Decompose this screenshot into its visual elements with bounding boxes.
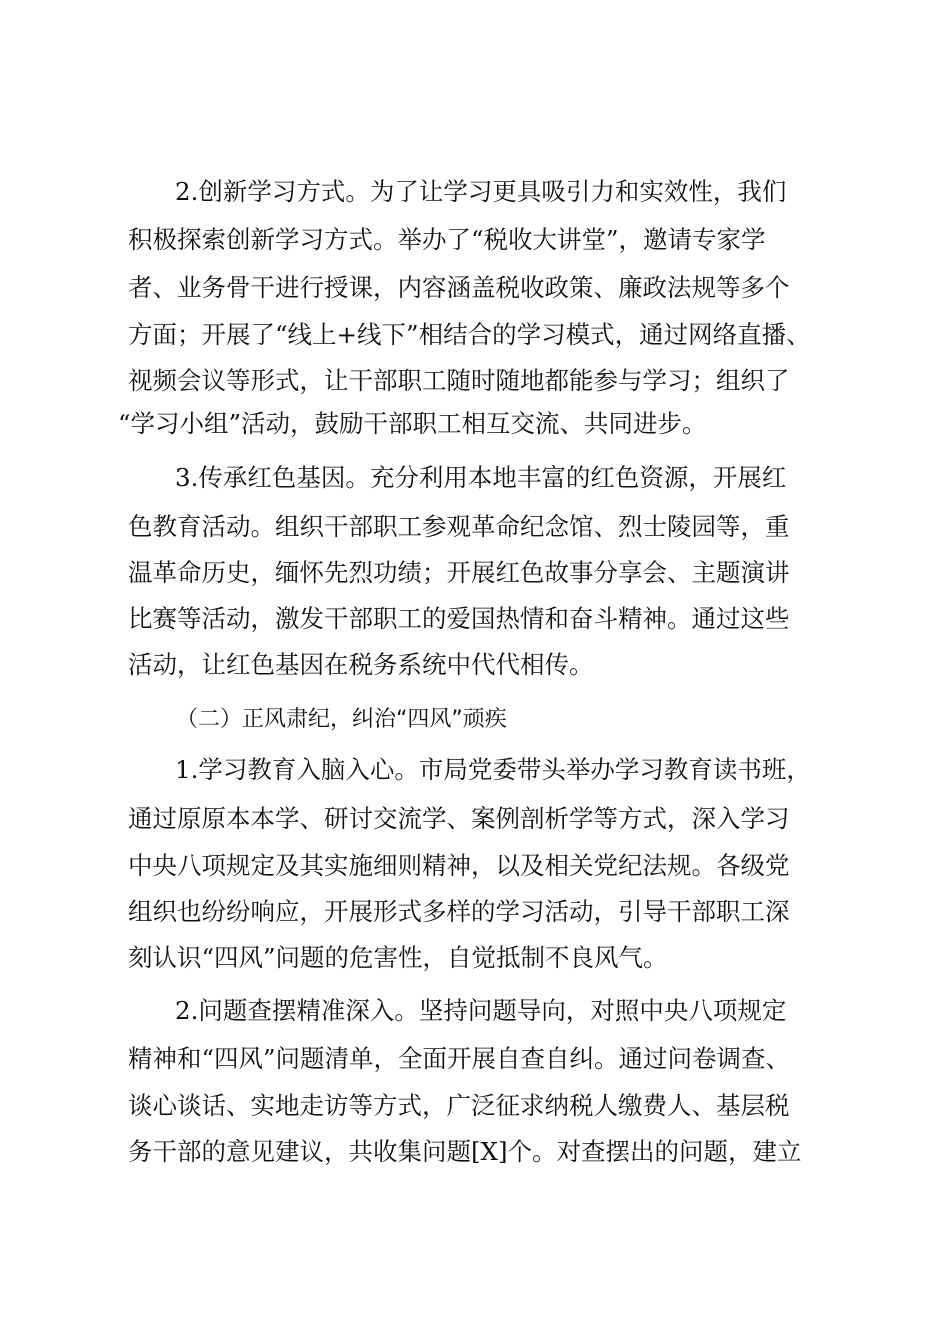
text-line: 务干部的意见建议，共收集问题[X]个。对查摆出的问题，建立 [128, 1137, 802, 1166]
text-line: 通过原原本本学、研讨交流学、案例剖析学等方式，深入学习 [128, 804, 790, 833]
text-line: 2.问题查摆精准深入。坚持问题导向，对照中央八项规定 [175, 996, 787, 1025]
text-line: 积极探索创新学习方式。举办了“税收大讲堂”，邀请专家学 [128, 225, 766, 254]
text-line: 2.创新学习方式。为了让学习更具吸引力和实效性，我们 [175, 177, 787, 206]
text-line: 1.学习教育入脑入心。市局党委带头举办学习教育读书班， [175, 755, 811, 784]
text-line: 中央八项规定及其实施细则精神，以及相关党纪法规。各级党 [128, 851, 790, 880]
text-line: 刻认识“四风”问题的危害性，自觉抵制不良风气。 [128, 943, 668, 972]
text-line: “学习小组”活动，鼓励干部职工相互交流、共同进步。 [118, 409, 707, 438]
section-heading: （二）正风肃纪，纠治“四风”顽疾 [176, 707, 507, 732]
text-line: 方面；开展了“线上+线下”相结合的学习模式，通过网络直播、 [128, 320, 811, 349]
text-line: 精神和“四风”问题清单，全面开展自查自纠。通过问卷调查、 [128, 1044, 791, 1073]
text-line: 温革命历史，缅怀先烈功绩；开展红色故事分享会、主题演讲 [128, 558, 790, 587]
text-line: 视频会议等形式，让干部职工随时随地都能参与学习；组织了 [128, 366, 790, 395]
text-line: 谈心谈话、实地走访等方式，广泛征求纳税人缴费人、基层税 [128, 1091, 790, 1120]
text-line: 活动，让红色基因在税务系统中代代相传。 [128, 650, 594, 679]
text-line: 色教育活动。组织干部职工参观革命纪念馆、烈士陵园等，重 [128, 512, 790, 541]
text-line: 3.传承红色基因。充分利用本地丰富的红色资源，开展红 [175, 463, 787, 492]
text-line: 比赛等活动，激发干部职工的爱国热情和奋斗精神。通过这些 [128, 604, 790, 633]
text-line: 者、业务骨干进行授课，内容涵盖税收政策、廉政法规等多个 [128, 273, 790, 302]
text-line: 组织也纷纷响应，开展形式多样的学习活动，引导干部职工深 [128, 897, 790, 926]
